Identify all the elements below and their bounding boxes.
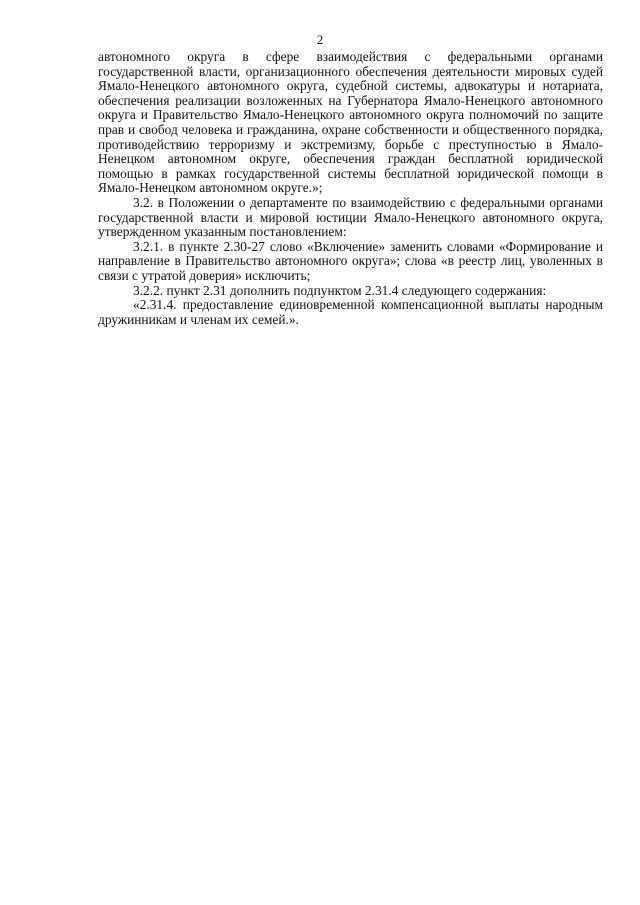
paragraph-3-2-1: 3.2.1. в пункте 2.30-27 слово «Включение» заменить словами «Формирование и направление в Правительство автономного округа»; слова «в реестр лиц, уволенных в связи с утратой доверия» исключить; [98,238,603,283]
document-body [98,50,603,327]
paragraph-3-2-2: 3.2.2. пункт 2.31 дополнить подпунктом 2.31.4 следующего содержания: [133,282,547,298]
paragraph-continuation: автономного округа в сфере взаимодействия с федеральными органами государственной власти, организационного обеспечения деятельности мировых судей Ямало-Ненецкого автономного округа, судебной системы, адвокатуры и нотариата, обеспечения реализации возложенных на Губернатора Ямало-Ненецкого автономного округа и Правительство Ямало-Ненецкого автономного округа полномочий по защите прав и свобод человека и гражданина, охране собственности и общественного порядка, противодействию терроризму и экстремизму, борьбе с преступностью в Ямало-Ненецком автономном округе, обеспечения граждан бесплатной юридической помощью в рамках государственной системы бесплатной юридической помощи в Ямало-Ненецком автономном округе.»; [98,49,603,196]
paragraph-3-2: 3.2. в Положении о департаменте по взаимодействию с федеральными органами государственной власти и мировой юстиции Ямало-Ненецкого автономного округа, утвержденном указанным постановлением: [98,194,603,240]
paragraph-2-31-4: «2.31.4. предоставление единовременной компенсационной выплаты народным дружинникам и членам их семей.». [98,297,603,327]
page-number: 2 [316,32,324,47]
